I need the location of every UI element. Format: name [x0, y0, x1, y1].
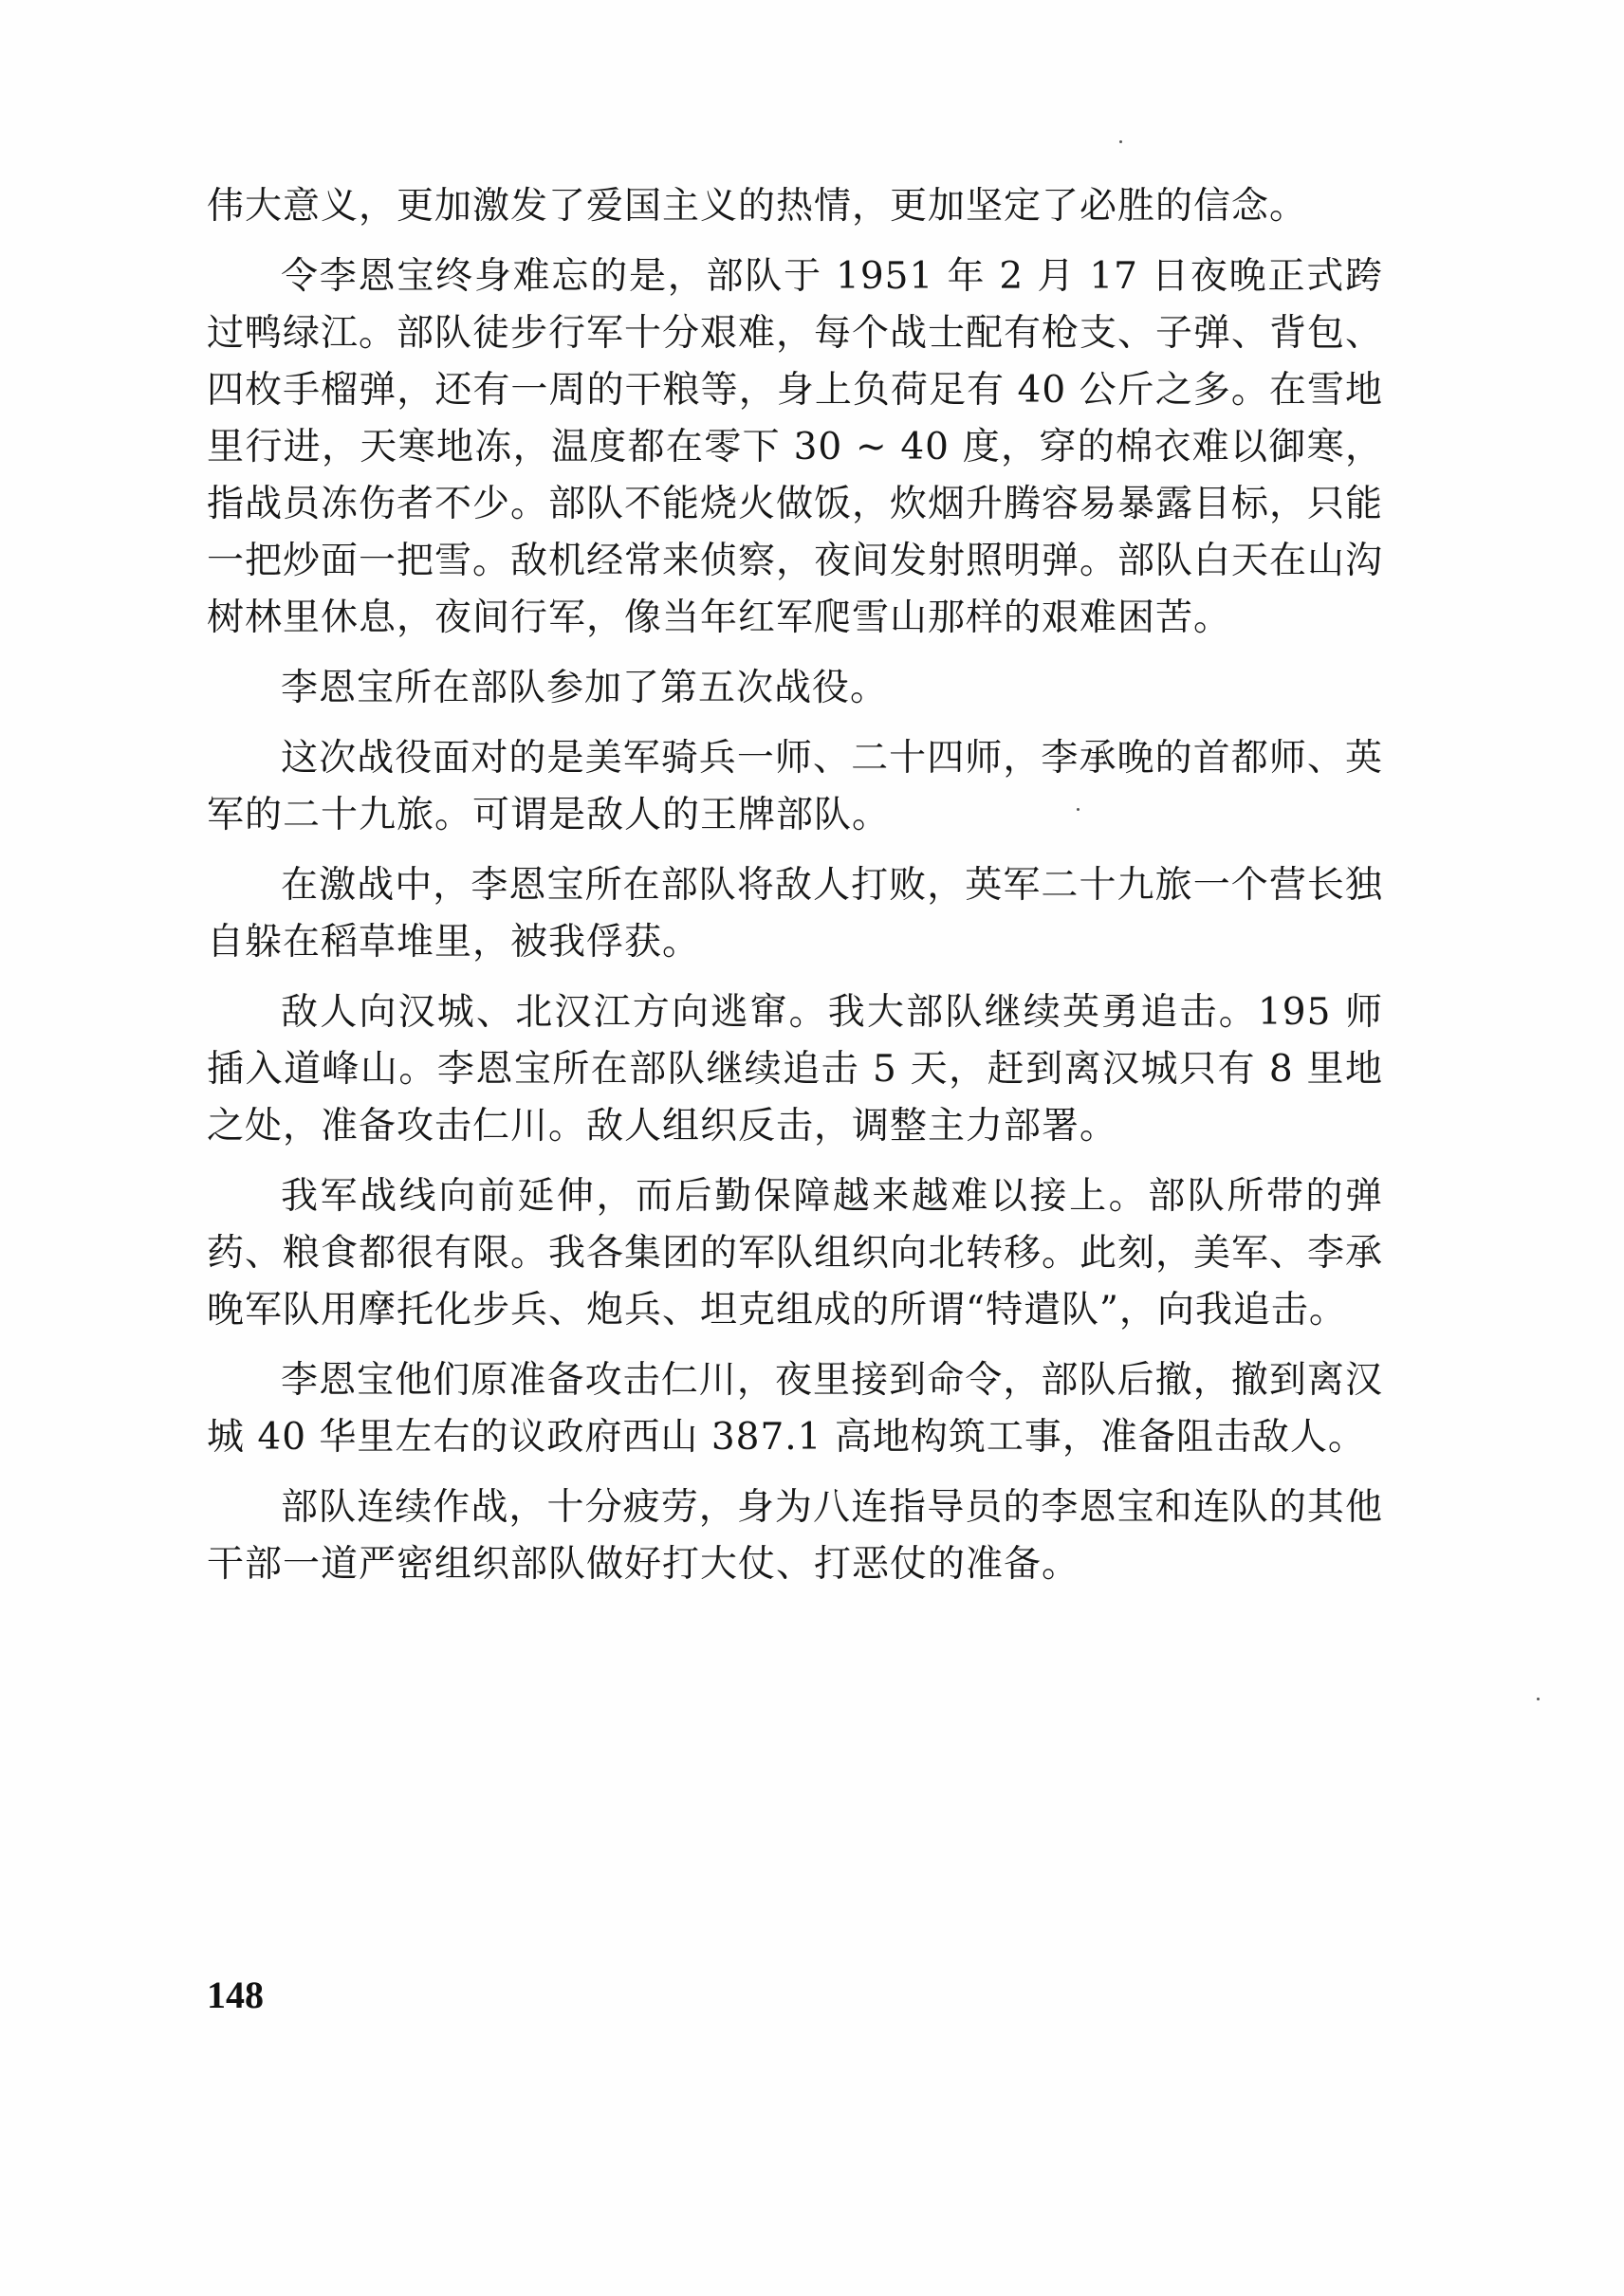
- scan-speck: [1119, 140, 1122, 143]
- paragraph: 李恩宝他们原准备攻击仁川，夜里接到命令，部队后撤，撤到离汉城 40 华里左右的议政府西山 387.1 高地构筑工事，准备阻击敌人。: [207, 1359, 1383, 1459]
- paragraph: 李恩宝所在部队参加了第五次战役。: [281, 667, 889, 709]
- paragraph: 敌人向汉城、北汉江方向逃窜。我大部队继续英勇追击。195 师插入道峰山。李恩宝所在部队继续追击 5 天，赶到离汉城只有 8 里地之处，准备攻击仁川。敌人组织反击，调整主力部署。: [207, 991, 1383, 1148]
- body-text: [207, 178, 1383, 1607]
- scan-speck: [1537, 1698, 1540, 1700]
- paragraph: 伟大意义，更加激发了爱国主义的热情，更加坚定了必胜的信念。: [207, 185, 1308, 228]
- paragraph: 我军战线向前延伸，而后勤保障越来越难以接上。部队所带的弹药、粮食都很有限。我各集团的军队组织向北转移。此刻，美军、李承晚军队用摩托化步兵、炮兵、坦克组成的所谓“特遣队”，向我追击。: [207, 1175, 1384, 1332]
- paragraph: 令李恩宝终身难忘的是，部队于 1951 年 2 月 17 日夜晚正式跨过鸭绿江。部队徒步行军十分艰难，每个战士配有枪支、子弹、背包、四枚手榴弹，还有一周的干粮等，身上负荷足有 40 公斤之多。在雪地里行进，天寒地冻，温度都在零下 30 ~ 40 度，穿的棉衣难以御寒，指战员冻伤者不少。部队不能烧火做饭，炊烟升腾容易暴露目标，只能一把炒面一把雪。敌机经常来侦察，夜间发射照明弹。部队白天在山沟树林里休息，夜间行军，像当年红军爬雪山那样的艰难困苦。: [207, 255, 1384, 639]
- paragraph: 在激战中，李恩宝所在部队将敌人打败，英军二十九旅一个营长独自躲在稻草堆里，被我俘获。: [207, 864, 1383, 964]
- page-number: 148: [207, 1974, 264, 2016]
- paragraph: 部队连续作战，十分疲劳，身为八连指导员的李恩宝和连队的其他干部一道严密组织部队做好打大仗、打恶仗的准备。: [207, 1486, 1383, 1586]
- paragraph: 这次战役面对的是美军骑兵一师、二十四师，李承晚的首都师、英军的二十九旅。可谓是敌人的王牌部队。: [207, 737, 1383, 836]
